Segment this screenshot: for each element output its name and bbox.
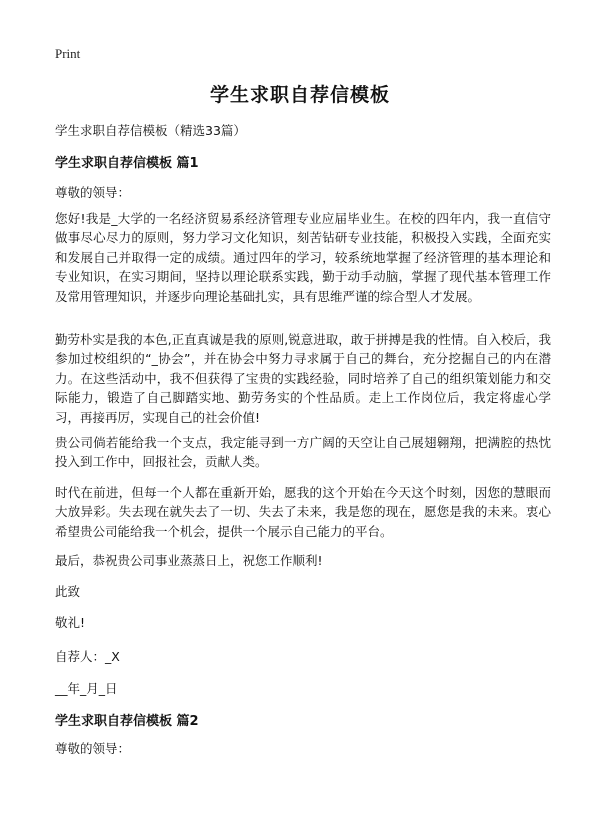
paragraph-3: 贵公司倘若能给我一个支点，我定能寻到一方广阔的天空让自己展翅翱翔，把满腔的热忱投入到工作中，回报社会，贡献人类。 <box>55 435 551 470</box>
signer-line: 自荐人：_X <box>55 649 120 664</box>
page-title: 学生求职自荐信模板 <box>209 84 390 106</box>
date-line: __年_月_日 <box>55 681 118 696</box>
paragraph-4: 时代在前进，但每一个人都在重新开始，愿我的这个开始在今天这个时刻，因您的慧眼而大放异彩。失去现在就失去了一切、失去了未来，我是您的现在，愿您是我的未来。衷心希望贵公司能给我一个机会，提供一个展示自己能力的平台。 <box>55 485 551 539</box>
closing-line-1: 此致 <box>55 584 81 599</box>
greeting-2: 尊敬的领导： <box>55 741 131 756</box>
paragraph-5: 最后，恭祝贵公司事业蒸蒸日上，祝您工作顺利! <box>55 553 323 568</box>
paragraph-1: 您好!我是_大学的一名经济贸易系经济管理专业应届毕业生。在校的四年内，我一直信守做事尽心尽力的原则，努力学习文化知识，刻苦钻研专业技能，积极投入实践，全面充实和发展自己并取得一定的成绩。通过四年的学习，较系统地掌握了经济管理的基本理论和专业知识，在实习期间，坚持以理论联系实践，勤于动手动脑，掌握了现代基本管理工作及常用管理知识，并逐步向理论基础扎实，具有思维严谨的综合型人才发展。 <box>55 211 551 304</box>
document-subtitle: 学生求职自荐信模板（精选33篇） <box>55 123 246 138</box>
section-heading-2: 学生求职自荐信模板 篇2 <box>55 714 199 729</box>
print-label: Print <box>55 46 81 61</box>
paragraph-2: 勤劳朴实是我的本色,正直真诚是我的原则,锐意进取，敢于拼搏是我的性情。自入校后，我参加过校组织的“_协会”，并在协会中努力寻求属于自己的舞台，充分挖掘自己的内在潜力。在这些活动中，我不但获得了宝贵的实践经验，同时培养了自己的组织策划能力和交际能力，锻造了自己脚踏实地、勤劳务实的个性品质。走上工作岗位后，我定将虚心学习，再接再厉，实现自己的社会价值! <box>55 332 551 425</box>
greeting-1: 尊敬的领导： <box>55 185 131 200</box>
closing-line-2: 敬礼! <box>55 615 86 630</box>
section-heading-1: 学生求职自荐信模板 篇1 <box>55 156 199 171</box>
